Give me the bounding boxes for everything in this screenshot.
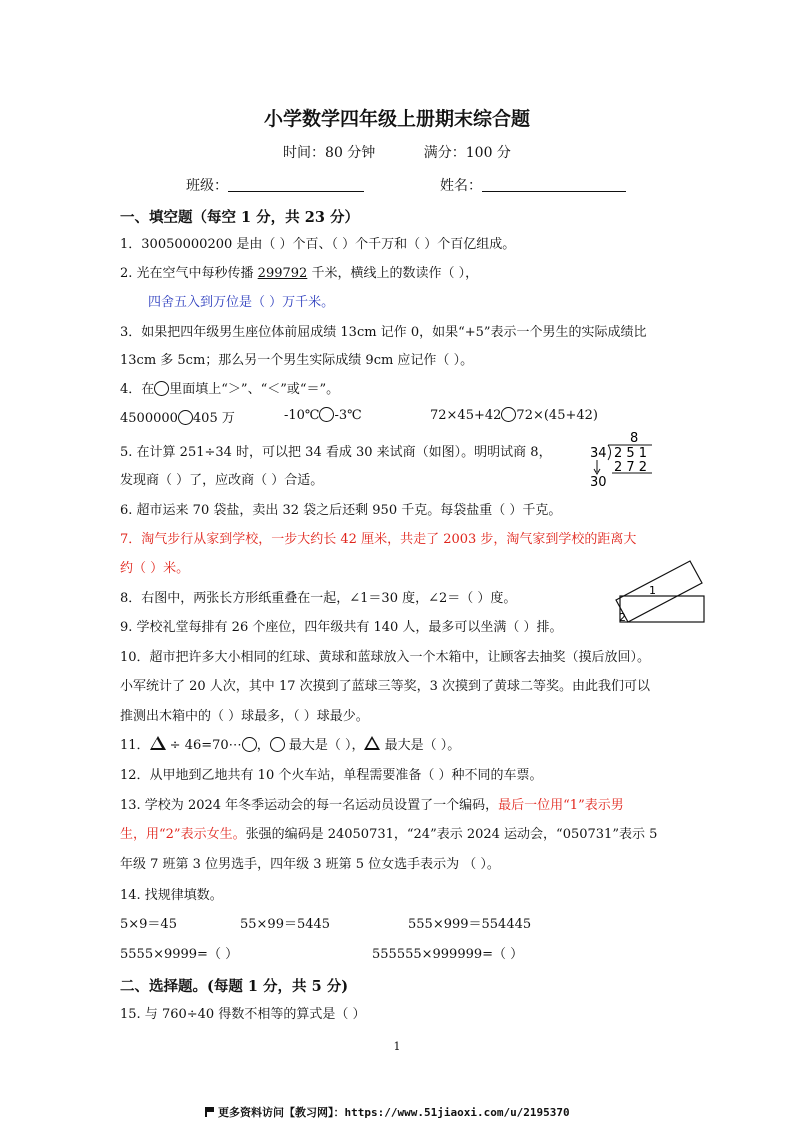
q4-item2-right: -3℃ — [334, 408, 362, 423]
pattern-row1-b: 55×99＝5445 — [240, 917, 331, 932]
name-field — [440, 175, 626, 195]
division-divisor: 34 — [590, 446, 607, 461]
q13-red-text: 最后一位用“1”表示男 — [498, 798, 624, 813]
q4-text-b: 里面填上“＞”、“＜”或“＝”。 — [169, 382, 340, 397]
compare-circle-1[interactable] — [178, 410, 193, 425]
name-label: 姓名： — [440, 178, 482, 194]
name-blank[interactable] — [482, 177, 626, 192]
question-13-line1 — [120, 794, 624, 813]
question-15: 15. 与 760÷40 得数不相等的算式是（ ） — [120, 1007, 366, 1022]
class-field — [186, 175, 364, 195]
question-2-round: 四舍五入到万位是（ ）万千米。 — [148, 295, 335, 310]
q4-item2-left: -10℃ — [284, 408, 320, 423]
question-4-item3 — [430, 407, 598, 423]
circle-icon — [242, 737, 257, 752]
rectangle-bottom — [620, 596, 704, 622]
division-quotient: 8 — [630, 431, 639, 446]
division-approx: 30 — [590, 475, 607, 488]
question-14: 14. 找规律填数。 — [120, 888, 223, 903]
question-7-line2: 约（ ）米。 — [120, 561, 190, 576]
q13-red-text-b: 生，用“2”表示女生。 — [120, 827, 246, 842]
exam-info — [0, 142, 794, 162]
q2-number: 299792 — [257, 266, 308, 281]
overlapping-rectangles-figure — [612, 556, 708, 628]
long-division-figure — [586, 430, 656, 488]
question-5-line2: 发现商（ ）了，应改商（ ）合适。 — [120, 473, 324, 488]
q4-item1-left: 4500000 — [120, 411, 178, 426]
question-10-line1: 10．超市把许多大小相同的红球、黄球和蓝球放入一个木箱中，让顾客去抽奖（摸后放回）。 — [120, 650, 651, 665]
question-4 — [120, 378, 339, 397]
triangle-icon — [150, 736, 166, 750]
question-13-line2 — [120, 823, 657, 842]
q4-item3-right: 72×(45+42) — [516, 408, 598, 423]
score-label: 满分：100 分 — [423, 145, 511, 161]
pattern-row2-b: 555555×999999=（ ） — [372, 947, 524, 962]
pattern-row2-a: 5555×9999=（ ） — [120, 947, 239, 962]
circle-icon — [154, 381, 169, 396]
q4-item1-right: 405 万 — [192, 411, 235, 426]
time-label: 时间：80 分钟 — [283, 145, 376, 161]
q13-text-b: 张强的编码是 24050731，“24”表示 2024 运动会，“050731”表示 5 — [245, 827, 658, 842]
question-2 — [120, 262, 478, 281]
q4-text: 4．在 — [120, 382, 155, 397]
circle-icon — [270, 737, 285, 752]
question-3-line1: 3．如果把四年级男生座位体前屈成绩 13cm 记作 0，如果“+5”表示一个男生的实际成绩比 — [120, 325, 647, 340]
page-number: 1 — [393, 1040, 401, 1053]
section-fill-blank: 一、填空题（每空 1 分，共 23 分） — [120, 209, 359, 226]
pattern-row1-a: 5×9＝45 — [120, 917, 177, 932]
division-bracket — [608, 445, 611, 460]
angle-1-label: 1 — [649, 584, 656, 597]
compare-circle-3[interactable] — [501, 407, 516, 422]
rectangle-tilted — [616, 561, 702, 622]
question-3-line2: 13cm 多 5cm；那么另一个男生实际成绩 9cm 应记作（ ）。 — [120, 353, 474, 368]
q4-item3-left: 72×45+42 — [430, 408, 502, 423]
q2-text-b: 千米，横线上的数读作（ ）， — [307, 266, 479, 281]
question-13-line3: 年级 7 班第 3 位男选手，四年级 3 班第 5 位女选手表示为 （ ）。 — [120, 857, 500, 872]
question-11 — [120, 734, 460, 753]
question-1: 1．30050000200 是由（ ）个百、（ ）个千万和（ ）个百亿组成。 — [120, 237, 516, 252]
question-4-item2 — [284, 407, 362, 423]
q2-text: 2. 光在空气中每秒传播 — [120, 266, 258, 281]
question-5-line1: 5. 在计算 251÷34 时，可以把 34 看成 30 来试商（如图）。明明试商 8， — [120, 445, 552, 460]
page-title: 小学数学四年级上册期末综合题 — [263, 108, 530, 130]
angle-2-label: 2 — [619, 611, 626, 624]
question-10-line2: 小军统计了 20 人次，其中 17 次摸到了蓝球三等奖，3 次摸到了黄球二等奖。由此我们可以 — [120, 679, 651, 694]
pattern-row1-c: 555×999＝554445 — [408, 917, 532, 932]
question-6: 6. 超市运来 70 袋盐，卖出 32 袋之后还剩 950 千克。每袋盐重（ ）千克。 — [120, 503, 562, 518]
question-9: 9. 学校礼堂每排有 26 个座位，四年级共有 140 人，最多可以坐满（ ）排。 — [120, 620, 563, 635]
compare-circle-2[interactable] — [319, 407, 334, 422]
q11-num: 11． — [120, 738, 150, 753]
q11-circle-max: 最大是（ ）， — [284, 738, 365, 753]
q11-sep: ， — [256, 738, 270, 753]
question-4-items — [120, 407, 235, 426]
triangle-icon — [364, 736, 380, 750]
class-label: 班级： — [186, 178, 228, 194]
section-choice: 二、选择题。(每题 1 分，共 5 分) — [120, 978, 349, 995]
question-12: 12．从甲地到乙地共有 10 个火车站，单程需要准备（ ）种不同的车票。 — [120, 768, 543, 783]
flag-icon — [205, 1107, 214, 1117]
question-8: 8．右图中，两张长方形纸重叠在一起，∠1＝30 度，∠2＝（ ）度。 — [120, 591, 517, 606]
division-dividend: 2 5 1 — [614, 446, 648, 461]
footer-text: 更多资料访问【教习网】：https://www.51jiaoxi.com/u/2195370 — [218, 1106, 570, 1119]
q11-expr: ÷ 46=70⋯ — [165, 738, 242, 753]
class-blank[interactable] — [228, 177, 364, 192]
q11-triangle-max: 最大是（ ）。 — [380, 738, 461, 753]
q13-text: 13. 学校为 2024 年冬季运动会的每一名运动员设置了一个编码， — [120, 798, 499, 813]
question-7-line1: 7．淘气步行从家到学校，一步大约长 42 厘米，共走了 2003 步，淘气家到学校的距离大 — [120, 532, 637, 547]
question-10-line3: 推测出木箱中的（ ）球最多，（ ）球最少。 — [120, 709, 369, 724]
division-product: 2 7 2 — [614, 460, 648, 475]
footer-link[interactable] — [205, 1104, 570, 1120]
